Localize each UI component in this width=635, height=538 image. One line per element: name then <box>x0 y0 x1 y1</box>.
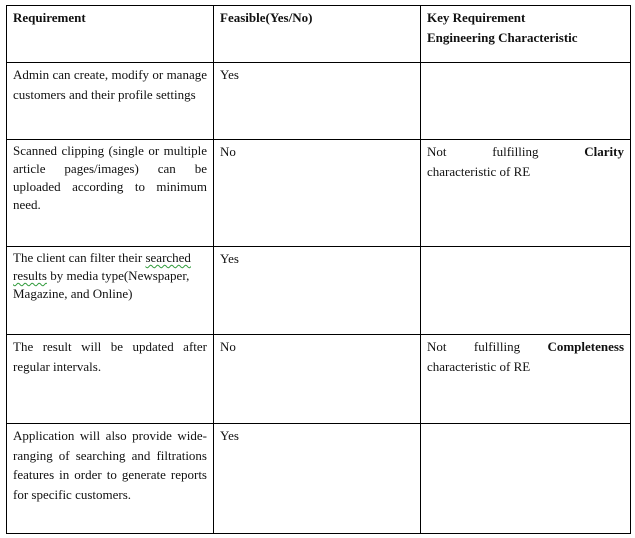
table-row <box>7 140 631 247</box>
requirement-cell: The result will be updated after regular intervals. <box>7 335 214 424</box>
table-row <box>7 424 631 534</box>
feasible-cell: Yes <box>214 63 421 140</box>
characteristic-keyword: Clarity <box>584 144 624 159</box>
feasible-cell: Yes <box>214 247 421 335</box>
requirement-text-end: by media type(Newspaper, Magazine, and Online) <box>13 267 190 301</box>
feasible-cell: Yes <box>214 424 421 534</box>
characteristic-suffix: characteristic of RE <box>427 358 531 374</box>
characteristic-keyword: Completeness <box>547 339 625 354</box>
feasible-cell: No <box>214 140 421 247</box>
characteristic-prefix: Not fulfilling <box>427 144 539 159</box>
feasible-cell: No <box>214 335 421 424</box>
characteristic-cell <box>421 335 631 424</box>
characteristic-prefix: Not fulfilling <box>427 339 521 354</box>
requirements-table <box>6 5 631 534</box>
characteristic-cell <box>421 424 631 534</box>
table-row <box>7 335 631 424</box>
characteristic-cell <box>421 63 631 140</box>
requirement-cell: Scanned clipping (single or multiple article pages/images) can be uploaded according to minimum need. <box>7 140 214 247</box>
requirement-cell: Admin can create, modify or manage customers and their profile settings <box>7 63 214 140</box>
characteristic-cell <box>421 247 631 335</box>
requirement-text-start: The client can filter their <box>13 250 143 265</box>
requirement-cell: Application will also provide wide-ranging of searching and filtrations features in order to generate reports for specific customers. <box>7 424 214 534</box>
characteristic-first-line <box>427 142 624 162</box>
table-row <box>7 63 631 140</box>
header-row <box>7 6 631 63</box>
table-row <box>7 247 631 335</box>
characteristic-first-line <box>427 337 624 357</box>
requirement-cell <box>7 247 214 335</box>
table-body <box>7 63 631 534</box>
spellcheck-flagged-text: searched results <box>13 250 191 283</box>
header-feasible: Feasible(Yes/No) <box>214 6 421 63</box>
characteristic-suffix: characteristic of RE <box>427 163 531 179</box>
characteristic-cell <box>421 140 631 247</box>
header-requirement: Requirement <box>7 6 214 63</box>
table-header <box>7 6 631 63</box>
header-key-line2: Engineering Characteristic <box>427 29 578 45</box>
header-key-line1: Key Requirement <box>427 10 526 25</box>
header-key-characteristic <box>421 6 631 63</box>
